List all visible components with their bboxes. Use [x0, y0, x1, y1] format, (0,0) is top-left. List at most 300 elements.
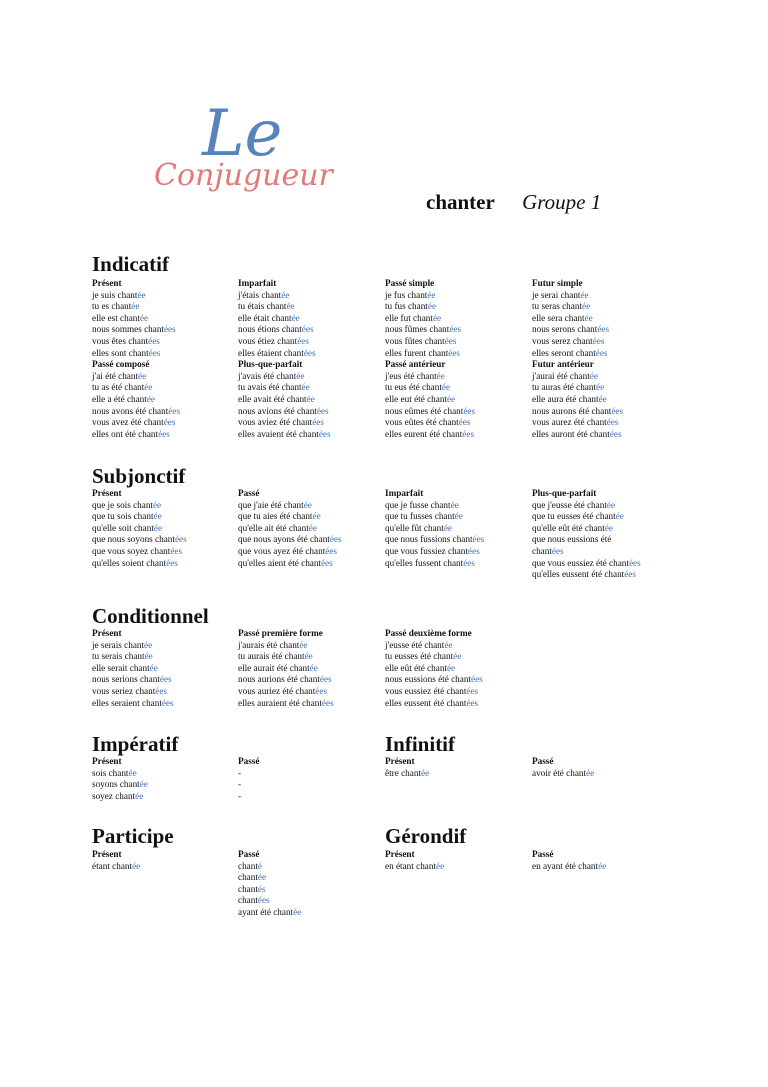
- conjugation-ending: ée: [454, 511, 463, 522]
- conjugation-ending: ées: [297, 335, 309, 346]
- section-title: Impératif: [92, 732, 179, 756]
- conjugation-line: [385, 313, 530, 325]
- conjugation-ending: ées: [472, 534, 485, 545]
- conjugation-ending: ées: [466, 697, 479, 708]
- conjugation-ending: ées: [467, 545, 480, 556]
- conjugation-line: [238, 907, 383, 919]
- conjugation-stem: vous serez chant: [532, 335, 593, 346]
- conjugation-ending: ée: [432, 312, 442, 323]
- conjugation-stem: que vous fussiez chant: [385, 545, 468, 556]
- conjugation-line: [92, 523, 237, 535]
- conjugation-line: [238, 336, 383, 348]
- conjugation-line: [385, 663, 530, 675]
- conjugation-line: [385, 640, 530, 652]
- conjugation-ending: ées: [609, 428, 622, 439]
- conjugation-stem: nous aurons été chant: [532, 405, 612, 416]
- conjugation-stem: que tu sois chant: [92, 511, 154, 522]
- conjugation-line: [238, 779, 383, 791]
- conjugation-ending: ée: [604, 522, 613, 533]
- conjugation-ending: ées: [551, 545, 564, 556]
- conjugation-stem: tu es chant: [92, 301, 132, 312]
- conjugation-line: [385, 698, 530, 710]
- conjugation-stem: tu seras chant: [532, 301, 583, 312]
- conjugation-stem: en ayant été chant: [532, 860, 599, 871]
- conjugation-stem: nous serions chant: [92, 674, 160, 685]
- conjugation-stem: tu auras été chant: [532, 382, 597, 393]
- conjugation-line: [385, 651, 530, 663]
- conjugation-stem: j'eusse été chant: [385, 639, 445, 650]
- conjugation-stem: qu'elle fût chant: [385, 522, 444, 533]
- conjugation-line: [92, 290, 237, 302]
- conjugation-ending: ée: [615, 511, 624, 522]
- conjugation-stem: qu'elle soit chant: [92, 522, 154, 533]
- conjugation-line: [238, 429, 383, 441]
- conjugation-line: [385, 290, 530, 302]
- conjugation-line: [532, 511, 677, 523]
- conjugation-stem: je suis chant: [92, 289, 138, 300]
- conjugation-stem: sois chant: [92, 767, 129, 778]
- verb-group: Groupe 1: [522, 190, 602, 214]
- conjugation-line: [92, 534, 237, 546]
- conjugation-ending: ée: [582, 301, 591, 312]
- conjugation-line: [532, 348, 677, 360]
- logo-conjugueur-text: Conjugueur: [154, 158, 333, 193]
- conjugation-line: [92, 558, 237, 570]
- conjugation-line: [532, 534, 677, 546]
- conjugation-line: [92, 500, 237, 512]
- conjugation-ending: ées: [606, 417, 619, 428]
- conjugation-ending: ées: [316, 405, 329, 416]
- conjugation-stem: elles seraient chant: [92, 697, 162, 708]
- conjugation-stem: que nous soyons chant: [92, 534, 175, 545]
- conjugation-ending: ées: [595, 347, 608, 358]
- conjugation-ending: ée: [446, 662, 456, 673]
- conjugation-line: [238, 698, 383, 710]
- conjugation-line: [238, 558, 383, 570]
- conjugation-ending: ée: [138, 370, 147, 381]
- conjugation-stem: nous fûmes chant: [385, 324, 450, 335]
- conjugation-stem: elles avaient été chant: [238, 428, 319, 439]
- conjugation-stem: elle serait chant: [92, 662, 150, 673]
- conjugation-stem: elle fut chant: [385, 312, 433, 323]
- conjugation-ending: ées: [301, 324, 314, 335]
- conjugation-ending: ée: [286, 301, 295, 312]
- conjugation-line: [238, 301, 383, 313]
- conjugation-ending: ées: [321, 557, 333, 568]
- conjugation-ending: ée: [296, 370, 305, 381]
- conjugation-stem: tu eusses été chant: [385, 651, 454, 662]
- conjugation-stem: vous fûtes chant: [385, 335, 445, 346]
- conjugation-ending: ées: [462, 428, 475, 439]
- conjugation-ending: ées: [303, 347, 316, 358]
- conjugation-line: [532, 324, 677, 336]
- conjugation-stem: tu as été chant: [92, 382, 145, 393]
- conjugation-stem: elles auront été chant: [532, 428, 610, 439]
- conjugation-ending: ées: [325, 545, 337, 556]
- section-title: Indicatif: [92, 252, 170, 276]
- conjugation-ending: ée: [580, 289, 589, 300]
- conjugation-ending: ées: [592, 335, 605, 346]
- conjugation-line: [92, 429, 237, 441]
- conjugation-ending: ée: [291, 312, 300, 323]
- conjugation-line: [92, 791, 237, 803]
- conjugation-line: [532, 546, 677, 558]
- conjugation-line: [238, 546, 383, 558]
- tense-title: Présent: [92, 278, 122, 288]
- conjugation-ending: ées: [466, 685, 479, 696]
- conjugation-stem: nous aurions été chant: [238, 674, 320, 685]
- conjugation-stem: que j'eusse été chant: [532, 499, 607, 510]
- le-conjugueur-logo: [150, 85, 345, 205]
- conjugation-line: [238, 895, 383, 907]
- conjugation-ending: ées: [449, 324, 462, 335]
- conjugation-line: [385, 324, 530, 336]
- conjugation-line: [238, 640, 383, 652]
- tense-column: [385, 278, 530, 440]
- tense-column: [238, 628, 383, 709]
- conjugation-ending: ées: [315, 685, 328, 696]
- conjugation-stem: que nous ayons été chant: [238, 534, 330, 545]
- tense-column: [532, 488, 677, 581]
- conjugation-stem: elle est chant: [92, 312, 140, 323]
- conjugation-ending: ées: [597, 324, 610, 335]
- conjugation-line: [238, 394, 383, 406]
- tense-title: Passé simple: [385, 278, 435, 288]
- logo-le-text: Le: [202, 97, 283, 171]
- conjugation-stem: elles sont chant: [92, 347, 149, 358]
- conjugation-ending: ée: [309, 662, 318, 673]
- conjugation-ending: ée: [606, 499, 616, 510]
- tense-column: [92, 628, 237, 709]
- conjugation-stem: nous eussions été chant: [385, 674, 471, 685]
- conjugation-line: [385, 429, 530, 441]
- conjugation-line: [238, 523, 383, 535]
- conjugation-line: [92, 779, 237, 791]
- conjugation-stem: je serai chant: [532, 289, 581, 300]
- conjugation-line: [532, 301, 677, 313]
- conjugation-line: [385, 511, 530, 523]
- section-title: Gérondif: [385, 824, 467, 848]
- conjugation-stem: elle avait été chant: [238, 393, 307, 404]
- tense-column: [92, 488, 237, 569]
- tense-title: Présent: [385, 849, 415, 859]
- conjugation-line: [238, 884, 383, 896]
- conjugation-ending: ée: [589, 370, 598, 381]
- conjugation-stem: -: [238, 767, 242, 778]
- conjugation-stem: j'étais chant: [238, 289, 282, 300]
- conjugation-ending: ée: [450, 499, 459, 510]
- conjugation-line: [238, 511, 383, 523]
- conjugation-ending: ée: [137, 289, 146, 300]
- tense-column: [92, 278, 237, 440]
- conjugation-stem: que nous fussions chant: [385, 534, 473, 545]
- conjugation-stem: elle aurait été chant: [238, 662, 310, 673]
- conjugation-line: [385, 348, 530, 360]
- conjugation-ending: ées: [158, 428, 170, 439]
- conjugation-line: [238, 872, 383, 884]
- conjugation-ending: ée: [132, 860, 141, 871]
- conjugation-ending: ées: [321, 697, 334, 708]
- conjugation-ending: ées: [471, 674, 483, 685]
- conjugation-stem: tu eus été chant: [385, 382, 442, 393]
- conjugation-line: [238, 406, 383, 418]
- conjugation-line: [238, 663, 383, 675]
- tense-column: [238, 488, 383, 569]
- conjugation-stem: elles auraient été chant: [238, 697, 322, 708]
- conjugation-line: [92, 511, 237, 523]
- tense-title: Passé: [532, 756, 554, 766]
- conjugation-line: [532, 336, 677, 348]
- section-title: Infinitif: [385, 732, 456, 756]
- conjugation-stem: j'eus été chant: [385, 370, 437, 381]
- conjugation-stem: étant chant: [92, 860, 133, 871]
- conjugation-line: [92, 768, 237, 780]
- conjugation-ending: ées: [163, 417, 176, 428]
- conjugation-ending: ée: [436, 860, 445, 871]
- conjugation-ending: ées: [463, 557, 475, 568]
- conjugation-line: [385, 382, 530, 394]
- conjugation-line: [92, 686, 237, 698]
- tense-title: Imparfait: [385, 488, 424, 498]
- conjugation-line: [92, 382, 237, 394]
- conjugation-ending: ée: [596, 382, 605, 393]
- conjugation-stem: vous seriez chant: [92, 685, 156, 696]
- conjugation-stem: vous eûtes été chant: [385, 417, 459, 428]
- conjugation-stem: je fus chant: [385, 289, 428, 300]
- conjugation-ending: ées: [155, 685, 168, 696]
- tense-title: Passé première forme: [238, 628, 323, 638]
- conjugation-stem: elle eut été chant: [385, 393, 447, 404]
- conjugation-ending: é: [257, 860, 262, 871]
- conjugation-stem: -: [238, 790, 242, 801]
- conjugation-ending: ées: [168, 405, 181, 416]
- conjugation-line: [92, 651, 237, 663]
- conjugation-ending: ée: [303, 499, 312, 510]
- conjugation-line: [92, 546, 237, 558]
- tense-column: [532, 849, 677, 872]
- conjugation-line: [385, 417, 530, 429]
- conjugation-stem: qu'elles eussent été chant: [532, 569, 625, 580]
- conjugation-stem: que nous eussions été: [532, 534, 612, 545]
- conjugation-stem: chant: [238, 895, 258, 906]
- conjugation-stem: nous sommes chant: [92, 324, 164, 335]
- conjugation-ending: ées: [174, 534, 187, 545]
- conjugation-ending: ées: [458, 417, 471, 428]
- conjugation-ending: ée: [312, 511, 321, 522]
- conjugation-ending: ée: [446, 393, 456, 404]
- conjugation-ending: ées: [628, 557, 641, 568]
- conjugation-stem: ayant été chant: [238, 906, 294, 917]
- conjugation-stem: j'aurai été chant: [532, 370, 590, 381]
- conjugation-ending: ées: [444, 335, 457, 346]
- conjugation-line: [92, 371, 237, 383]
- conjugation-line: [385, 301, 530, 313]
- conjugation-line: [385, 500, 530, 512]
- conjugation-ending: ée: [153, 511, 162, 522]
- conjugation-stem: vous auriez été chant: [238, 685, 316, 696]
- tense-column: [385, 488, 530, 569]
- conjugation-stem: avoir été chant: [532, 767, 587, 778]
- conjugation-stem: elle sera chant: [532, 312, 585, 323]
- tense-title: Présent: [92, 628, 122, 638]
- tense-column: [532, 756, 677, 779]
- conjugation-line: [385, 861, 530, 873]
- conjugation-line: [238, 348, 383, 360]
- tense-title: Passé: [238, 849, 260, 859]
- tense-title: Futur simple: [532, 278, 583, 288]
- tense-title: Passé antérieur: [385, 359, 446, 370]
- tense-column: [92, 849, 237, 872]
- conjugation-stem: qu'elles soient chant: [92, 557, 167, 568]
- conjugation-stem: elles eurent été chant: [385, 428, 463, 439]
- conjugation-line: [238, 861, 383, 873]
- conjugation-ending: ées: [312, 417, 324, 428]
- conjugation-ending: ée: [598, 393, 607, 404]
- conjugation-line: [238, 313, 383, 325]
- conjugation-ending: és: [257, 883, 266, 894]
- conjugation-ending: ée: [427, 301, 437, 312]
- conjugation-line: [532, 406, 677, 418]
- conjugation-line: [532, 290, 677, 302]
- tense-column: [92, 756, 237, 802]
- conjugation-ending: ée: [149, 662, 158, 673]
- section-title: Subjonctif: [92, 464, 186, 488]
- conjugation-stem: tu fus chant: [385, 301, 428, 312]
- conjugation-ending: ée: [306, 393, 315, 404]
- verb-heading: [426, 190, 601, 215]
- conjugation-stem: elle a été chant: [92, 393, 147, 404]
- tense-column: [238, 849, 383, 919]
- conjugation-ending: ées: [161, 697, 174, 708]
- conjugation-line: [92, 301, 237, 313]
- conjugation-line: [238, 534, 383, 546]
- conjugation-stem: chant: [238, 883, 258, 894]
- conjugation-ending: ées: [148, 335, 160, 346]
- conjugation-line: [238, 500, 383, 512]
- conjugation-stem: que j'aie été chant: [238, 499, 304, 510]
- conjugation-stem: elles seront chant: [532, 347, 596, 358]
- conjugation-ending: ées: [170, 545, 183, 556]
- conjugation-stem: que vous eussiez été chant: [532, 557, 629, 568]
- tense-column: [385, 849, 530, 872]
- conjugation-line: [238, 382, 383, 394]
- conjugation-stem: nous avons été chant: [92, 405, 169, 416]
- conjugation-ending: ées: [329, 534, 342, 545]
- conjugation-line: [385, 546, 530, 558]
- conjugation-line: [532, 523, 677, 535]
- conjugation-stem: elles furent chant: [385, 347, 449, 358]
- conjugation-ending: ées: [319, 674, 332, 685]
- conjugation-stem: tu aurais été chant: [238, 651, 305, 662]
- conjugation-line: [238, 686, 383, 698]
- conjugation-ending: ées: [624, 569, 636, 580]
- conjugation-ending: ées: [318, 428, 331, 439]
- conjugation-line: [532, 371, 677, 383]
- conjugation-stem: -: [238, 779, 242, 790]
- conjugation-stem: vous êtes chant: [92, 335, 149, 346]
- conjugation-stem: que vous ayez été chant: [238, 545, 326, 556]
- conjugation-line: [92, 674, 237, 686]
- conjugation-line: [92, 348, 237, 360]
- conjugation-ending: ée: [299, 639, 308, 650]
- conjugation-stem: elle eût été chant: [385, 662, 447, 673]
- conjugation-stem: soyez chant: [92, 790, 136, 801]
- conjugation-ending: ée: [153, 522, 163, 533]
- conjugation-stem: que tu fusses chant: [385, 511, 455, 522]
- conjugation-line: [385, 394, 530, 406]
- conjugation-line: [385, 406, 530, 418]
- conjugation-stem: nous eûmes été chant: [385, 405, 464, 416]
- conjugation-ending: ée: [257, 872, 267, 883]
- conjugation-ending: ées: [166, 557, 178, 568]
- conjugation-stem: que vous soyez chant: [92, 545, 171, 556]
- conjugation-stem: tu étais chant: [238, 301, 287, 312]
- conjugation-line: [385, 558, 530, 570]
- conjugation-ending: ée: [293, 906, 302, 917]
- tense-title: Présent: [92, 756, 122, 766]
- tense-title: Imparfait: [238, 278, 277, 288]
- conjugation-stem: tu avais été chant: [238, 382, 302, 393]
- conjugation-line: [385, 371, 530, 383]
- conjugation-line: [238, 290, 383, 302]
- conjugation-line: [532, 313, 677, 325]
- conjugation-line: [238, 324, 383, 336]
- conjugation-stem: qu'elle ait été chant: [238, 522, 309, 533]
- conjugation-stem: vous étiez chant: [238, 335, 298, 346]
- conjugation-stem: j'ai été chant: [92, 370, 139, 381]
- conjugation-ending: ée: [139, 312, 149, 323]
- conjugation-line: [385, 336, 530, 348]
- tense-title: Plus-que-parfait: [532, 488, 597, 498]
- conjugation-line: [532, 429, 677, 441]
- tense-column: [385, 628, 530, 709]
- conjugation-ending: ée: [131, 301, 140, 312]
- tense-title: Futur antérieur: [532, 359, 594, 370]
- conjugation-stem: nous étions chant: [238, 324, 302, 335]
- tense-column: [238, 278, 383, 440]
- conjugation-line: [385, 534, 530, 546]
- tense-title: Présent: [92, 849, 122, 859]
- conjugation-ending: ée: [441, 382, 451, 393]
- conjugation-stem: nous avions été chant: [238, 405, 317, 416]
- tense-title: Présent: [92, 488, 122, 498]
- conjugation-ending: ées: [148, 347, 161, 358]
- conjugation-line: [532, 394, 677, 406]
- tense-column: [532, 278, 677, 440]
- conjugation-ending: ée: [436, 370, 445, 381]
- conjugation-line: [532, 558, 677, 570]
- conjugation-stem: qu'elles fussent chant: [385, 557, 464, 568]
- conjugation-stem: elles eussent été chant: [385, 697, 467, 708]
- conjugation-stem: tu serais chant: [92, 651, 145, 662]
- conjugation-line: [238, 651, 383, 663]
- conjugation-ending: ée: [139, 779, 148, 790]
- verb-name: chanter: [426, 190, 495, 214]
- tense-title: Présent: [385, 756, 415, 766]
- conjugation-ending: ée: [304, 651, 313, 662]
- tense-title: Passé: [238, 756, 260, 766]
- conjugation-ending: ée: [453, 651, 462, 662]
- conjugation-stem: que je sois chant: [92, 499, 153, 510]
- conjugation-ending: ée: [427, 289, 436, 300]
- conjugation-line: [385, 686, 530, 698]
- tense-title: Passé composé: [92, 359, 150, 370]
- conjugation-stem: chant: [532, 545, 552, 556]
- conjugation-line: [92, 417, 237, 429]
- conjugation-stem: vous eussiez été chant: [385, 685, 467, 696]
- conjugation-ending: ée: [584, 312, 593, 323]
- conjugation-stem: chant: [238, 860, 258, 871]
